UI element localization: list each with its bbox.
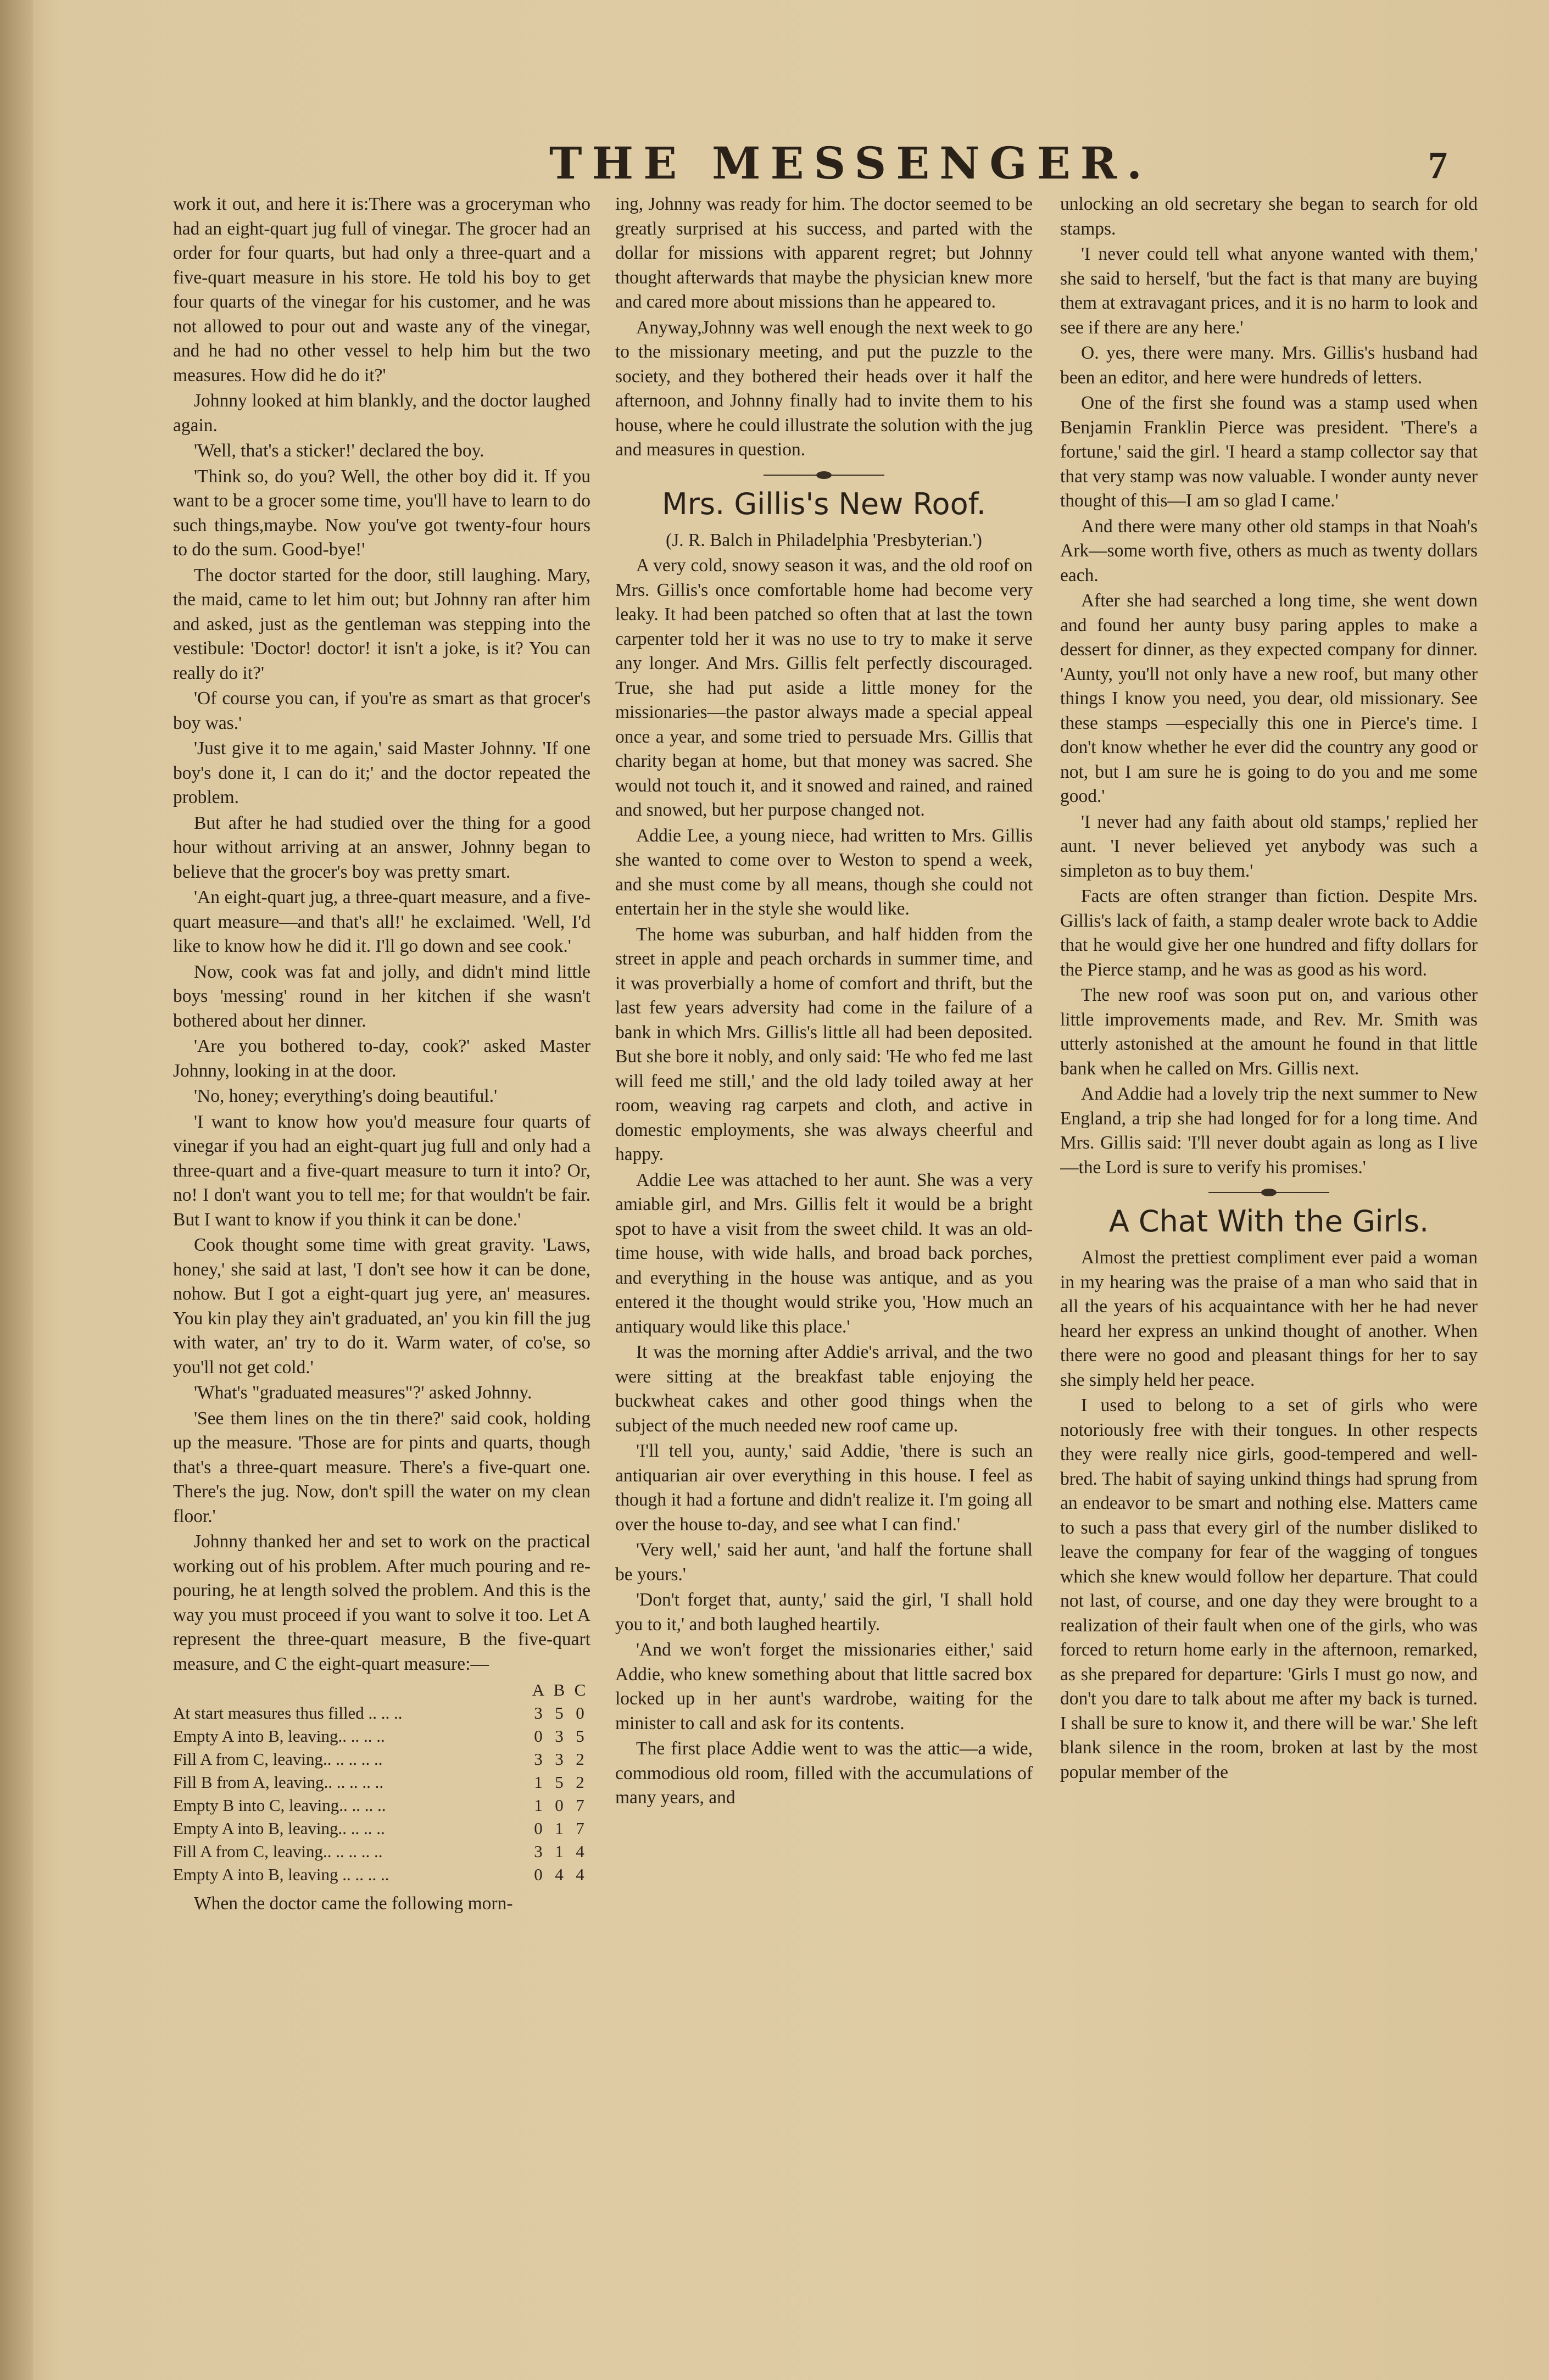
paragraph: Johnny looked at him blankly, and the doctor laughed again. [173, 391, 590, 436]
measures-cell-label: Empty A into B, leaving.. .. .. .. [173, 1726, 385, 1746]
roof-article-continued [1060, 192, 1478, 1180]
paragraph: The first place Addie went to was the attic—a wide, commodious old room, filled with the accumulations of many years, and [615, 1738, 1033, 1808]
measures-cell-c: 4 [576, 1842, 584, 1861]
paragraph: And there were many other old stamps in that Noah's Ark—some worth five, others as much as twenty dollars each. [1060, 516, 1478, 586]
paragraph: 'I'll tell you, aunty,' said Addie, 'there is such an antiquarian air over everything in this house. I feel as though it had a fortune and didn't realize it. I'm going all over the house to-day, and see what I can find.' [615, 1441, 1033, 1535]
paragraph: After she had searched a long time, she went down and found her aunty busy paring apples to make a dessert for dinner, as they expected company for dinner. 'Aunty, you'll not only have a new roof, but many other things I know you need, you dear, old missionary. See these stamps —especially this one in Pierce's time. I don't know whether he ever did the country any good or not, but I am sure he is going to do you and me some good.' [1060, 590, 1478, 806]
measures-header-label [173, 1679, 528, 1702]
page-number: 7 [1428, 144, 1447, 187]
column-1 [173, 192, 590, 2351]
paragraph: unlocking an old secretary she began to search for old stamps. [1060, 194, 1478, 239]
measures-cell-b: 3 [555, 1749, 564, 1769]
paragraph: Facts are often stranger than fiction. Despite Mrs. Gillis's lack of faith, a stamp dealer wrote back to Addie that he would give her one hundred and fifty dollars for the Pierce stamp, and he was as good as his word. [1060, 886, 1478, 980]
paragraph: And Addie had a lovely trip the next summer to New England, a trip she had longed for for a long time. And Mrs. Gillis said: 'I'll never doubt again as long as I live—the Lord is sure to verify his promises.' [1060, 1084, 1478, 1178]
paragraph: A very cold, snowy season it was, and the old roof on Mrs. Gillis's once comfortable home had become very leaky. It had been patched so often that at last the town carpenter told her it was no use to try to make it serve any longer. And Mrs. Gillis felt perfectly discouraged. True, she had put aside a little money for the missionaries—the pastor always made a special appeal once a year, and some tried to persuade Mrs. Gillis that charity began at home, but that money was sacred. She would not touch it, and it snowed and rained, and rained and snowed, but her purpose changed not. [615, 555, 1033, 820]
measures-table-row [173, 1817, 590, 1840]
paragraph: 'Well, that's a sticker!' declared the boy. [194, 441, 484, 461]
paragraph: One of the first she found was a stamp used when Benjamin Franklin Pierce was president. 'There's a fortune,' said the girl. 'I heard a stamp collector say that that very stamp was now valuable. I wonder aunty never thought of this—I am so glad I came.' [1060, 393, 1478, 511]
paragraph: 'I never had any faith about old stamps,' replied her aunt. 'I never believed yet anybody was such a simpleton as to buy them.' [1060, 811, 1478, 881]
measures-table-body [173, 1702, 590, 1886]
measures-header-b: B [553, 1680, 565, 1699]
measures-cell-b: 4 [555, 1865, 564, 1884]
paragraph: 'See them lines on the tin there?' said cook, holding up the measure. 'Those are for pints and quarts, though that's a three-quart measure. There's a five-quart one. There's the jug. Now, don't spill the water on my clean floor.' [173, 1408, 590, 1526]
measures-header-c: C [574, 1680, 586, 1699]
measures-cell-c: 2 [576, 1773, 584, 1792]
measures-table-row [173, 1748, 590, 1771]
paragraph: But after he had studied over the thing for a good hour without arriving at an answer, Johnny began to believe that the grocer's boy was pretty smart. [173, 812, 590, 882]
measures-cell-label: Fill A from C, leaving.. .. .. .. .. [173, 1749, 383, 1769]
measures-cell-a: 1 [534, 1773, 543, 1792]
measures-table-row [173, 1840, 590, 1863]
measures-cell-c: 7 [576, 1796, 584, 1815]
measures-cell-a: 3 [534, 1842, 543, 1861]
measures-cell-c: 2 [576, 1749, 584, 1769]
page-binding-edge [0, 0, 33, 2380]
measures-table-header [173, 1679, 590, 1702]
measures-cell-label: Fill A from C, leaving.. .. .. .. .. [173, 1842, 383, 1861]
roof-article-text [615, 554, 1033, 1810]
measures-table-row [173, 1863, 590, 1886]
measures-cell-a: 3 [534, 1749, 543, 1769]
measures-table-row [173, 1771, 590, 1794]
paragraph: 'Very well,' said her aunt, 'and half the fortune shall be yours.' [615, 1540, 1033, 1585]
paragraph: 'No, honey; everything's doing beautiful.' [194, 1086, 498, 1106]
section-divider [1208, 1186, 1329, 1199]
measures-table-row [173, 1725, 590, 1748]
paragraph: Johnny thanked her and set to work on the practical working out of his problem. After much pouring and re-pouring, he at length solved the problem. And this is the way you must proceed if you want to solve it too. Let A represent the three-quart measure, B the five-quart measure, and C the eight-quart measure:— [173, 1531, 590, 1674]
measures-cell-a: 0 [534, 1865, 543, 1884]
paragraph: Cook thought some time with great gravity. 'Laws, honey,' she said at last, 'I don't see how it can be done, nohow. But I got a eight-quart jug yere, an' measures. You kin play they ain't graduated, an' you kin fill the jug with water, an' try to do it. Warm water, of co'se, so you'll not get cold.' [173, 1235, 590, 1378]
column-2 [615, 192, 1033, 2351]
column1-closing-line: When the doctor came the following morn- [194, 1893, 513, 1914]
measures-cell-label: Empty A into B, leaving .. .. .. .. [173, 1865, 389, 1884]
measures-cell-c: 0 [576, 1703, 584, 1723]
section-divider [764, 469, 884, 481]
column-3 [1060, 192, 1478, 2351]
paragraph: 'Just give it to me again,' said Master Johnny. 'If one boy's done it, I can do it;' and the doctor repeated the problem. [173, 738, 590, 807]
paragraph: 'Of course you can, if you're as smart as that grocer's boy was.' [173, 688, 590, 733]
paragraph: Almost the prettiest compliment ever paid a woman in my hearing was the praise of a man who said that in all the years of his acquaintance with her he had never heard her express an unkind thought of another. When there were no good and pleasant things for her to say she simply held her peace. [1060, 1247, 1478, 1390]
measures-cell-label: Empty A into B, leaving.. .. .. .. [173, 1819, 385, 1838]
measures-cell-c: 5 [576, 1726, 584, 1746]
paragraph: 'I never could tell what anyone wanted with them,' she said to herself, 'but the fact is that many are buying them at extravagant prices, and it is no harm to look and see if there are any here.' [1060, 244, 1478, 338]
measures-cell-b: 1 [555, 1842, 564, 1861]
paragraph: 'An eight-quart jug, a three-quart measure, and a five-quart measure—and that's all!' he exclaimed. 'Well, I'd like to know how he did it. I'll go down and see cook.' [173, 887, 590, 956]
measures-table [173, 1679, 590, 1886]
measures-table-row [173, 1794, 590, 1817]
paragraph: Anyway,Johnny was well enough the next week to go to the missionary meeting, and put the puzzle to the society, and they bothered their heads over it half the afternoon, and Johnny finally had to invite them to his house, where he could illustrate the solution with the jug and measures in question. [615, 317, 1033, 460]
paragraph: I used to belong to a set of girls who were notoriously free with their tongues. In other respects they were really nice girls, good-tempered and well-bred. The habit of saying unkind things had sprung from an endeavor to be smart and nothing else. Matters came to such a pass that every girl of the number disliked to leave the company for fear of the wagging of tongues which she knew would follow her departure. That could not last, of course, and one day they were brought to a realization of their fault when one of the girls, who was forced to return home early in the afternoon, remarked, as she prepared for departure: 'Girls I must go now, and don't you dare to talk about me after my back is turned. I shall be sure to know it, and there will be war.' She left blank silence in the room, broken at last by the most popular member of the [1060, 1395, 1478, 1782]
paragraph: O. yes, there were many. Mrs. Gillis's husband had been an editor, and here were hundreds of letters. [1060, 343, 1478, 388]
measures-cell-b: 0 [555, 1796, 564, 1815]
paragraph: 'I want to know how you'd measure four quarts of vinegar if you had an eight-quart jug full and only had a three-quart and a five-quart measure to turn it into? Or, no! I don't want you to tell me; for that wouldn't be fair. But I want to know if you think it can be done.' [173, 1111, 590, 1230]
measures-cell-b: 5 [555, 1703, 564, 1723]
paragraph: 'Don't forget that, aunty,' said the girl, 'I shall hold you to it,' and both laughed heartily. [615, 1590, 1033, 1635]
measures-cell-b: 5 [555, 1773, 564, 1792]
paragraph: It was the morning after Addie's arrival, and the two were sitting at the breakfast table enjoying the buckwheat cakes and other good things when the subject of the much needed new roof came up. [615, 1342, 1033, 1436]
measures-cell-c: 4 [576, 1865, 584, 1884]
measures-cell-label: Fill B from A, leaving.. .. .. .. .. [173, 1773, 384, 1792]
measures-cell-label: Empty B into C, leaving.. .. .. .. [173, 1796, 386, 1815]
paragraph: The home was suburban, and half hidden from the street in apple and peach orchards in summer time, and it was proverbially a home of comfort and thrift, but the last few years adversity had come in the failure of a bank in which Mrs. Gillis's little all had been deposited. But she bore it nobly, and only said: 'He who fed me last will feed me still,' and the old lady toiled away at her room, weaving rag carpets and cloth, and active in domestic employments, she was always cheerful and happy. [615, 924, 1033, 1164]
measures-cell-b: 3 [555, 1726, 564, 1746]
paragraph: The new roof was soon put on, and various other little improvements made, and Rev. Mr. Smith was utterly astonished at the amount he found in that little bank when he called on Mrs. Gillis next. [1060, 985, 1478, 1079]
paragraph: 'And we won't forget the missionaries either,' said Addie, who knew something about that little sacred box locked up in her aunt's wardrobe, waiting for the minister to call and ask for its contents. [615, 1640, 1033, 1734]
chat-article-title: A Chat With the Girls. [1108, 1204, 1429, 1239]
measures-cell-a: 0 [534, 1726, 543, 1746]
measures-header-a: A [532, 1680, 545, 1699]
paragraph: 'Are you bothered to-day, cook?' asked Master Johnny, looking in at the door. [173, 1036, 590, 1081]
paragraph: ing, Johnny was ready for him. The doctor seemed to be greatly surprised at his success, and parted with the dollar for missions with apparent regret; but Johnny thought afterwards that maybe the physician knew more and cared more about missions than he appeared to. [615, 194, 1033, 312]
paragraph: work it out, and here it is:There was a groceryman who had an eight-quart jug full of vinegar. The grocer had an order for four quarts, but had only a three-quart and a five-quart measure in his store. He told his boy to get four quarts of the vinegar for his customer, and he was not allowed to pour out and waste any of the vinegar, and he had no other vessel to help him but the two measures. How did he do it?' [173, 194, 590, 386]
measures-cell-label: At start measures thus filled .. .. .. [173, 1703, 403, 1723]
paragraph: The doctor started for the door, still laughing. Mary, the maid, came to let him out; but Johnny ran after him and asked, just as the gentleman was stepping into the vestibule: 'Doctor! doctor! it isn't a joke, is it? You can really do it?' [173, 565, 590, 683]
measures-cell-a: 3 [534, 1703, 543, 1723]
measures-cell-b: 1 [555, 1819, 564, 1838]
masthead: THE MESSENGER. [549, 137, 1152, 189]
paragraph: 'What's "graduated measures"?' asked Johnny. [194, 1383, 532, 1403]
measures-cell-c: 7 [576, 1819, 584, 1838]
paragraph: Addie Lee was attached to her aunt. She was a very amiable girl, and Mrs. Gillis felt it would be a bright spot to have a visit from the sweet child. It was an old-time house, with wide halls, and broad back porches, and everything in the house was antique, and as you entered it the thought would strike you, 'How much an antiquary would like this place.' [615, 1169, 1033, 1337]
johnny-story-conclusion [615, 192, 1033, 462]
measures-table-row [173, 1702, 590, 1725]
roof-article-title: Mrs. Gillis's New Roof. [662, 486, 986, 521]
paragraph: Addie Lee, a young niece, had written to Mrs. Gillis she wanted to come over to Weston to spend a week, and she must come by all means, though she could not entertain her in the style she would like. [615, 825, 1033, 919]
chat-article-text [1060, 1246, 1478, 1785]
johnny-story-text [173, 192, 590, 1676]
measures-cell-a: 1 [534, 1796, 543, 1815]
measures-cell-a: 0 [534, 1819, 543, 1838]
paragraph: 'Think so, do you? Well, the other boy did it. If you want to be a grocer some time, you'll have to learn to do such things,maybe. Now you've got twenty-four hours to do the sum. Good-bye!' [173, 466, 590, 560]
paragraph: Now, cook was fat and jolly, and didn't mind little boys 'messing' round in her kitchen if she wasn't bothered about her dinner. [173, 961, 590, 1031]
roof-article-byline: (J. R. Balch in Philadelphia 'Presbyterian.') [666, 529, 982, 550]
